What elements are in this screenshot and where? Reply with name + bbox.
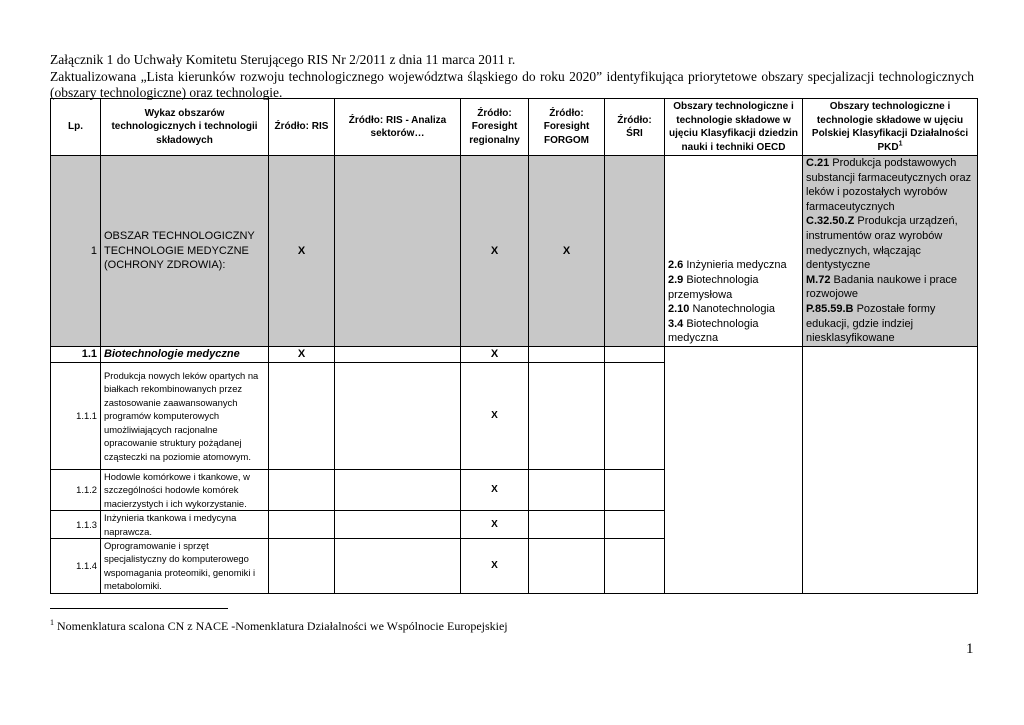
- pkd-item: [806, 156, 974, 214]
- footnote-number: 1: [50, 618, 54, 627]
- footnote-separator: [50, 608, 228, 609]
- oecd-code: 2.6: [668, 259, 684, 272]
- oecd-text: Nanotechnologia: [689, 303, 776, 316]
- header-line-2: Zaktualizowana „Lista kierunków rozwoju technologicznego województwa śląskiego do roku 2020” identyfikująca priorytetowe obszary specjalizacji technologicznych: [50, 69, 974, 84]
- pkd-text: Pozostałe formy edukacji, gdzie indziej niesklasyfikowane: [806, 302, 936, 345]
- subarea-lp: 1.1: [51, 347, 101, 363]
- item-name: Hodowle komórkowe i tkankowe, w szczególności hodowle komórek macierzystych i ich wykorzystanie.: [101, 470, 269, 511]
- subarea-sri: [605, 347, 665, 363]
- item-sri: [605, 470, 665, 511]
- oecd-code: 3.4: [668, 317, 684, 330]
- subarea-foresight-regionalny: X: [461, 347, 529, 363]
- subarea-ris: X: [269, 347, 335, 363]
- item-foresight-regionalny: X: [461, 511, 529, 539]
- pkd-item: [806, 273, 974, 302]
- header-line-1: Załącznik 1 do Uchwały Komitetu Sterującego RIS Nr 2/2011 z dnia 11 marca 2011 r.: [50, 52, 516, 67]
- header-line-3: (obszary technologiczne) oraz technologie.: [50, 85, 283, 100]
- pkd-text: Produkcja podstawowych substancji farmaceutycznych oraz leków i pozostałych wyrobów farmaceutycznych: [806, 157, 972, 213]
- item-name: Oprogramowanie i sprzęt specjalistyczny do komputerowego wspomagania proteomiki, genomiki i metabolomiki.: [101, 539, 269, 594]
- subarea-row: [51, 347, 978, 363]
- area-pkd: [803, 156, 978, 347]
- item-name: Produkcja nowych leków opartych na białkach rekombinowanych przez zastosowanie zaawansowanych programów komputerowych umożliwiających racjonalne opracowanie struktury pożądanej cząsteczki na poziomie atomowym.: [101, 363, 269, 470]
- oecd-text: Biotechnologia przemysłowa: [668, 274, 759, 301]
- col-header-foresight-forgom: Źródło: Foresight FORGOM: [529, 99, 605, 156]
- col-header-sri: Źródło: ŚRI: [605, 99, 665, 156]
- area-ris-analiza: [335, 156, 461, 347]
- item-foresight-forgom: [529, 363, 605, 470]
- oecd-code: 2.10: [668, 303, 690, 316]
- pkd-text: Badania naukowe i prace rozwojowe: [806, 273, 958, 301]
- oecd-item: [668, 273, 799, 302]
- area-name-line-2: TECHNOLOGIE MEDYCZNE: [104, 244, 249, 257]
- col-header-ris-analiza: Źródło: RIS - Analiza sektorów…: [335, 99, 461, 156]
- oecd-empty-merged: [665, 347, 803, 594]
- item-ris: [269, 539, 335, 594]
- area-name: [101, 156, 269, 347]
- pkd-code: C.21: [806, 157, 830, 169]
- item-ris-analiza: [335, 470, 461, 511]
- pkd-code: C.32.50.Z: [806, 215, 855, 228]
- item-ris-analiza: [335, 539, 461, 594]
- item-foresight-regionalny: X: [461, 539, 529, 594]
- item-ris: [269, 511, 335, 539]
- col-header-lp: Lp.: [51, 99, 101, 156]
- col-header-pkd: [803, 99, 978, 156]
- pkd-code: M.72: [806, 273, 831, 286]
- area-ris: X: [269, 156, 335, 347]
- footnote-text: Nomenklatura scalona CN z NACE -Nomenklatura Działalności we Wspólnocie Europejskiej: [54, 619, 508, 633]
- item-lp: 1.1.2: [51, 470, 101, 511]
- col-header-oecd: Obszary technologiczne i technologie składowe w ujęciu Klasyfikacji dziedzin nauki i techniki OECD: [665, 99, 803, 156]
- item-sri: [605, 511, 665, 539]
- area-foresight-forgom: X: [529, 156, 605, 347]
- item-foresight-forgom: [529, 511, 605, 539]
- subarea-name: Biotechnologie medyczne: [101, 347, 269, 363]
- area-name-line-3: (OCHRONY ZDROWIA):: [104, 259, 226, 272]
- pkd-text: Produkcja urządzeń, instrumentów oraz wyrobów medycznych, włączając dentystyczne: [806, 215, 958, 272]
- item-sri: [605, 363, 665, 470]
- subarea-foresight-forgom: [529, 347, 605, 363]
- oecd-text: Inżynieria medyczna: [683, 259, 787, 272]
- oecd-text: Biotechnologia medyczna: [668, 317, 759, 345]
- oecd-item: [668, 317, 799, 346]
- item-foresight-forgom: [529, 539, 605, 594]
- item-foresight-regionalny: X: [461, 470, 529, 511]
- pkd-code: P.85.59.B: [806, 302, 854, 315]
- area-oecd: [665, 156, 803, 347]
- pkd-footnote-ref: 1: [898, 140, 903, 148]
- item-foresight-regionalny: X: [461, 363, 529, 470]
- item-lp: 1.1.4: [51, 539, 101, 594]
- item-foresight-forgom: [529, 470, 605, 511]
- col-header-wykaz: Wykaz obszarów technologicznych i technologii składowych: [101, 99, 269, 156]
- col-header-pkd-text: Obszary technologiczne i technologie składowe w ujęciu Polskiej Klasyfikacji Działalności PKD: [811, 101, 969, 153]
- item-name: Inżynieria tkankowa i medycyna naprawcza.: [101, 511, 269, 539]
- technology-table: [50, 98, 978, 594]
- oecd-code: 2.9: [668, 274, 684, 287]
- oecd-item: [668, 258, 799, 273]
- subarea-ris-analiza: [335, 347, 461, 363]
- col-header-ris: Źródło: RIS: [269, 99, 335, 156]
- oecd-item: [668, 302, 799, 317]
- item-ris-analiza: [335, 363, 461, 470]
- pkd-item: [806, 302, 974, 346]
- pkd-empty-merged: [803, 347, 978, 594]
- area-name-line-1: OBSZAR TECHNOLOGICZNY: [104, 230, 255, 243]
- item-ris: [269, 470, 335, 511]
- col-header-foresight-regionalny: Źródło: Foresight regionalny: [461, 99, 529, 156]
- area-foresight-regionalny: X: [461, 156, 529, 347]
- footnote: [50, 618, 508, 634]
- area-sri: [605, 156, 665, 347]
- item-lp: 1.1.1: [51, 363, 101, 470]
- pkd-item: [806, 214, 974, 272]
- item-ris: [269, 363, 335, 470]
- item-lp: 1.1.3: [51, 511, 101, 539]
- page-number: 1: [966, 641, 974, 657]
- area-lp: 1: [51, 156, 101, 347]
- item-ris-analiza: [335, 511, 461, 539]
- table-header-row: [51, 99, 978, 156]
- item-sri: [605, 539, 665, 594]
- area-row: [51, 156, 978, 347]
